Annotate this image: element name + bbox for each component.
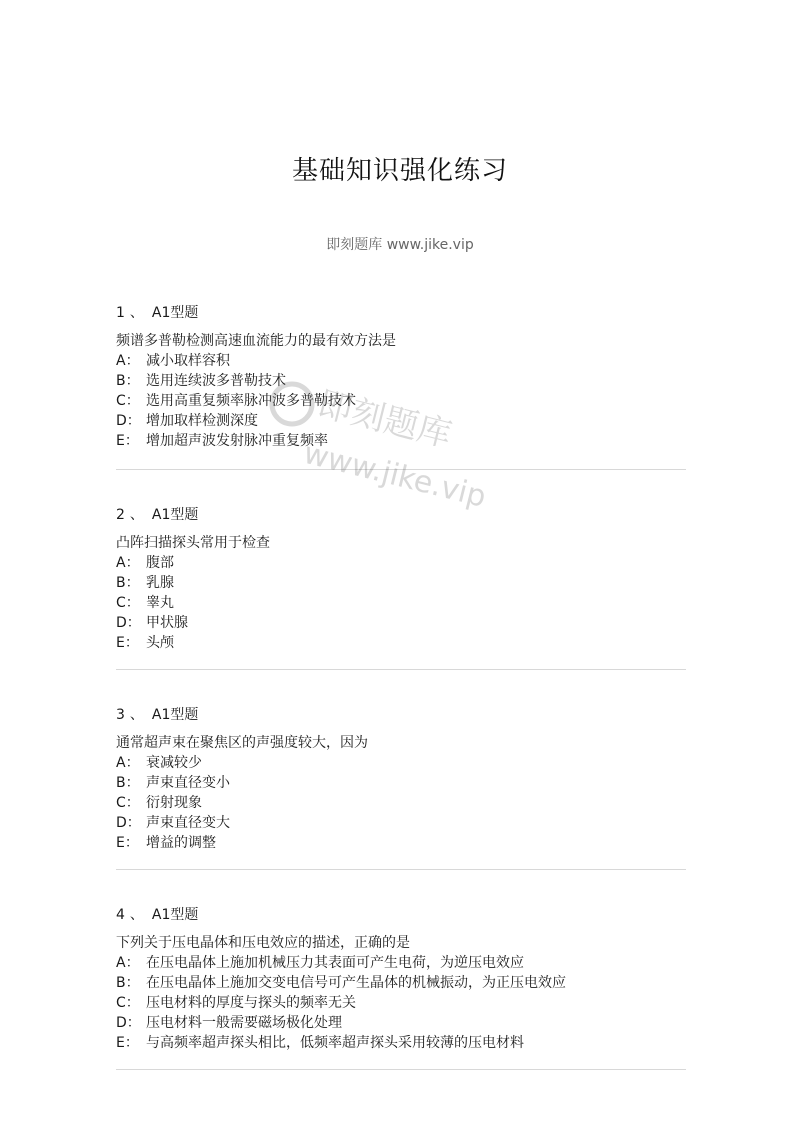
option-c[interactable] <box>116 993 686 1013</box>
question-divider <box>116 669 686 670</box>
option-e[interactable] <box>116 1033 686 1053</box>
question-4 <box>116 905 686 1053</box>
question-separator: 、 <box>129 707 144 723</box>
option-a[interactable] <box>116 753 686 773</box>
option-letter: C： <box>116 795 140 811</box>
question-separator: 、 <box>129 305 144 321</box>
question-header <box>116 705 686 725</box>
option-a[interactable] <box>116 953 686 973</box>
option-e[interactable] <box>116 633 686 653</box>
question-number: 3 <box>116 707 125 723</box>
option-text: 增益的调整 <box>146 835 216 851</box>
option-b[interactable] <box>116 371 686 391</box>
option-letter: A： <box>116 555 140 571</box>
option-d[interactable] <box>116 613 686 633</box>
question-header <box>116 505 686 525</box>
option-text: 选用连续波多普勒技术 <box>146 373 286 389</box>
option-letter: C： <box>116 595 140 611</box>
option-letter: D： <box>116 815 141 831</box>
option-letter: D： <box>116 615 141 631</box>
option-text: 甲状腺 <box>146 615 188 631</box>
option-c[interactable] <box>116 793 686 813</box>
option-text: 增加取样检测深度 <box>146 413 258 429</box>
option-text: 衰减较少 <box>146 755 202 771</box>
question-type: A1型题 <box>151 507 199 523</box>
option-text: 在压电晶体上施加机械压力其表面可产生电荷，为逆压电效应 <box>146 955 524 971</box>
question-stem: 凸阵扫描探头常用于检查 <box>116 535 270 551</box>
question-number: 1 <box>116 305 125 321</box>
question-type: A1型题 <box>151 907 199 923</box>
option-e[interactable] <box>116 431 686 451</box>
option-b[interactable] <box>116 773 686 793</box>
option-letter: D： <box>116 413 141 429</box>
option-letter: B： <box>116 373 140 389</box>
question-number: 4 <box>116 907 125 923</box>
question-stem: 通常超声束在聚焦区的声强度较大，因为 <box>116 735 368 751</box>
option-text: 减小取样容积 <box>146 353 230 369</box>
question-number: 2 <box>116 507 125 523</box>
question-type: A1型题 <box>151 707 199 723</box>
option-letter: A： <box>116 353 140 369</box>
option-letter: A： <box>116 955 140 971</box>
option-d[interactable] <box>116 411 686 431</box>
option-letter: B： <box>116 775 140 791</box>
option-letter: B： <box>116 575 140 591</box>
option-letter: E： <box>116 1035 139 1051</box>
option-letter: C： <box>116 393 140 409</box>
question-divider <box>116 469 686 470</box>
option-text: 头颅 <box>146 635 174 651</box>
source-line: 即刻题库 www.jike.vip <box>326 237 474 253</box>
option-text: 压电材料的厚度与探头的频率无关 <box>146 995 356 1011</box>
question-type: A1型题 <box>151 305 199 321</box>
option-a[interactable] <box>116 553 686 573</box>
page-title: 基础知识强化练习 <box>291 156 508 186</box>
question-header <box>116 905 686 925</box>
option-letter: E： <box>116 433 139 449</box>
option-letter: A： <box>116 755 140 771</box>
option-text: 睾丸 <box>146 595 174 611</box>
question-stem: 下列关于压电晶体和压电效应的描述，正确的是 <box>116 935 410 951</box>
option-a[interactable] <box>116 351 686 371</box>
option-c[interactable] <box>116 593 686 613</box>
option-e[interactable] <box>116 833 686 853</box>
option-text: 声束直径变小 <box>146 775 230 791</box>
option-c[interactable] <box>116 391 686 411</box>
question-separator: 、 <box>129 507 144 523</box>
question-1 <box>116 303 686 451</box>
question-separator: 、 <box>129 907 144 923</box>
question-divider <box>116 869 686 870</box>
question-header <box>116 303 686 323</box>
option-text: 压电材料一般需要磁场极化处理 <box>146 1015 342 1031</box>
question-divider <box>116 1069 686 1070</box>
question-3 <box>116 705 686 853</box>
option-letter: E： <box>116 835 139 851</box>
option-b[interactable] <box>116 573 686 593</box>
option-text: 选用高重复频率脉冲波多普勒技术 <box>146 393 356 409</box>
option-b[interactable] <box>116 973 686 993</box>
option-text: 增加超声波发射脉冲重复频率 <box>146 433 328 449</box>
option-text: 声束直径变大 <box>146 815 230 831</box>
option-text: 腹部 <box>146 555 174 571</box>
watermark-url: www.jike.vip <box>300 435 490 515</box>
option-d[interactable] <box>116 1013 686 1033</box>
option-text: 乳腺 <box>146 575 174 591</box>
option-letter: C： <box>116 995 140 1011</box>
question-2 <box>116 505 686 653</box>
question-stem: 频谱多普勒检测高速血流能力的最有效方法是 <box>116 333 396 349</box>
option-letter: D： <box>116 1015 141 1031</box>
watermark-brand: 即刻题库 <box>313 383 456 456</box>
option-letter: B： <box>116 975 140 991</box>
option-letter: E： <box>116 635 139 651</box>
option-text: 在压电晶体上施加交变电信号可产生晶体的机械振动，为正压电效应 <box>146 975 566 991</box>
option-text: 与高频率超声探头相比，低频率超声探头采用较薄的压电材料 <box>146 1035 524 1051</box>
option-d[interactable] <box>116 813 686 833</box>
option-text: 衍射现象 <box>146 795 202 811</box>
